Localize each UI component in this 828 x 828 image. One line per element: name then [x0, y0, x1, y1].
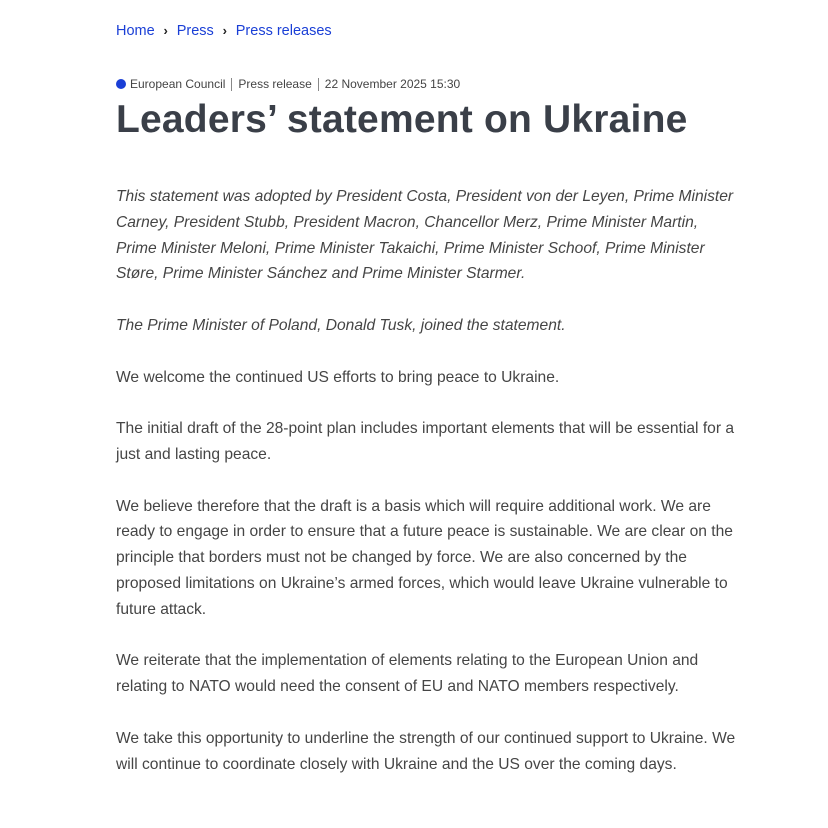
chevron-right-icon: ›	[163, 23, 168, 38]
meta-date: 22 November 2025 15:30	[324, 77, 461, 91]
breadcrumb-press-releases-link[interactable]: Press releases	[235, 23, 332, 39]
meta-type: Press release	[238, 77, 312, 91]
paragraph-adopted-by: This statement was adopted by President Costa, President von der Leyen, Prime Minister Carney, President Stubb, President Macron, Chancellor Merz, Prime Minister Martin, Prime Minister Meloni, Prime Minister Takaichi, Prime Minister Schoof, Prime Minister Støre, Prime Minister Sánchez and Prime Minister Starmer.	[116, 188, 734, 283]
breadcrumb	[116, 22, 332, 40]
paragraph: The initial draft of the 28-point plan includes important elements that will be essential for a just and lasting peace.	[116, 420, 735, 463]
chevron-right-icon: ›	[222, 23, 227, 38]
breadcrumb-home-link[interactable]: Home	[116, 23, 155, 39]
blue-dot-icon	[116, 79, 126, 89]
page-title: Leaders’ statement on Ukraine	[116, 98, 688, 141]
paragraph: We welcome the continued US efforts to bring peace to Ukraine.	[116, 368, 560, 386]
article-meta	[116, 76, 460, 92]
meta-source: European Council	[130, 77, 226, 91]
meta-divider	[318, 78, 319, 91]
paragraph: We reiterate that the implementation of elements relating to the European Union and relating to NATO would need the consent of EU and NATO members respectively.	[116, 652, 699, 696]
paragraph-poland-joined: The Prime Minister of Poland, Donald Tusk, joined the statement.	[116, 316, 566, 334]
paragraph: We believe therefore that the draft is a basis which will require additional work. We are ready to engage in order to ensure that a future peace is sustainable. We are clear on the principle that borders must not be changed by force. We are also concerned by the proposed limitations on Ukraine’s armed forces, which would leave Ukraine vulnerable to future attack.	[116, 497, 733, 618]
article-body	[116, 184, 736, 803]
meta-divider	[231, 78, 232, 91]
paragraph: We take this opportunity to underline the strength of our continued support to Ukraine. We will continue to coordinate closely with Ukraine and the US over the coming days.	[116, 729, 736, 773]
breadcrumb-press-link[interactable]: Press	[176, 23, 214, 39]
